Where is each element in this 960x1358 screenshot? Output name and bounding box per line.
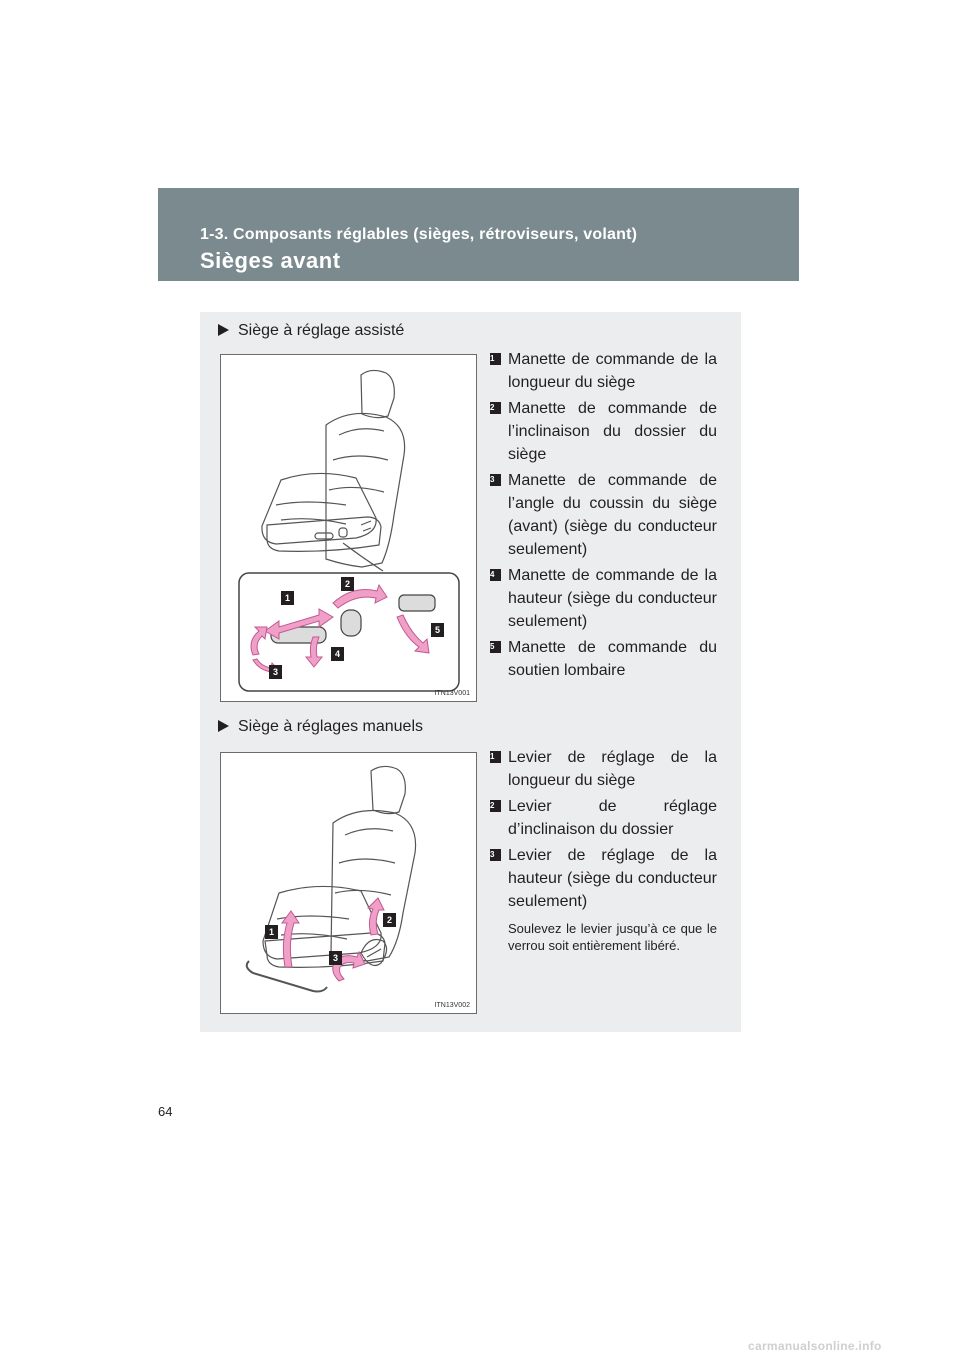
- section-header: [158, 188, 799, 281]
- callout-2-label: 2: [386, 915, 393, 925]
- list-item: [490, 469, 717, 561]
- power-seat-item-list: [490, 348, 717, 685]
- item-text: Manette de commande de l’inclinaison du dossier du siège: [508, 400, 717, 463]
- item-text: Manette de commande de la hauteur (siège du conducteur seulement): [508, 567, 717, 630]
- manual-seat-heading: [218, 718, 423, 736]
- bullet-triangle-icon: [218, 324, 229, 336]
- manual-seat-heading-text: Siège à réglages manuels: [238, 718, 424, 735]
- item-number: 5: [490, 641, 501, 653]
- bullet-triangle-icon: [218, 720, 229, 732]
- content-panel: [200, 312, 741, 1032]
- list-item: [490, 397, 717, 466]
- callout-3-label: 3: [332, 953, 339, 963]
- item-number: 4: [490, 569, 501, 581]
- list-item: [490, 636, 717, 682]
- callout-1-label: 1: [268, 927, 275, 937]
- callout-4-label: 4: [334, 649, 341, 659]
- power-seat-heading: [218, 322, 404, 340]
- item-text: Manette de commande du soutien lombaire: [508, 639, 717, 679]
- item-number: 3: [490, 474, 501, 486]
- manual-seat-figure: [220, 752, 477, 1014]
- item-text: Levier de réglage d’inclinaison du dossier: [508, 798, 717, 838]
- callout-2-label: 2: [344, 579, 351, 589]
- list-item: [490, 746, 717, 792]
- item-number: 1: [490, 751, 501, 763]
- item-number: 2: [490, 800, 501, 812]
- power-seat-heading-text: Siège à réglage assisté: [238, 322, 405, 339]
- page-title: Sièges avant: [200, 248, 341, 273]
- callout-5-label: 5: [434, 625, 441, 635]
- power-seat-illustration: [221, 355, 476, 701]
- manual-seat-item-list: [490, 746, 717, 954]
- item-number: 2: [490, 402, 501, 414]
- section-title: 1-3. Composants réglables (sièges, rétroviseurs, volant): [200, 226, 638, 243]
- page-number: 64: [158, 1104, 173, 1119]
- item-number: 1: [490, 353, 501, 365]
- manual-seat-illustration: [221, 753, 476, 1013]
- list-item: [490, 348, 717, 394]
- figure-code: ITN13V001: [434, 690, 470, 697]
- item-text: Manette de commande de la longueur du siège: [508, 351, 717, 391]
- lever-note: Soulevez le levier jusqu’à ce que le verrou soit entièrement libéré.: [508, 921, 717, 953]
- power-seat-figure: [220, 354, 477, 702]
- figure-code: ITN13V002: [434, 1002, 470, 1009]
- list-item: [490, 844, 717, 913]
- list-item: [490, 564, 717, 633]
- watermark: carmanualsonline.info: [748, 1339, 882, 1353]
- item-text: Manette de commande de l’angle du coussin du siège (avant) (siège du conducteur seulement): [508, 472, 717, 558]
- item-text: Levier de réglage de la hauteur (siège du conducteur seulement): [508, 847, 717, 910]
- callout-3-label: 3: [272, 667, 279, 677]
- list-item: [490, 795, 717, 841]
- callout-1-label: 1: [284, 593, 291, 603]
- item-number: 3: [490, 849, 501, 861]
- item-text: Levier de réglage de la longueur du siège: [508, 749, 717, 789]
